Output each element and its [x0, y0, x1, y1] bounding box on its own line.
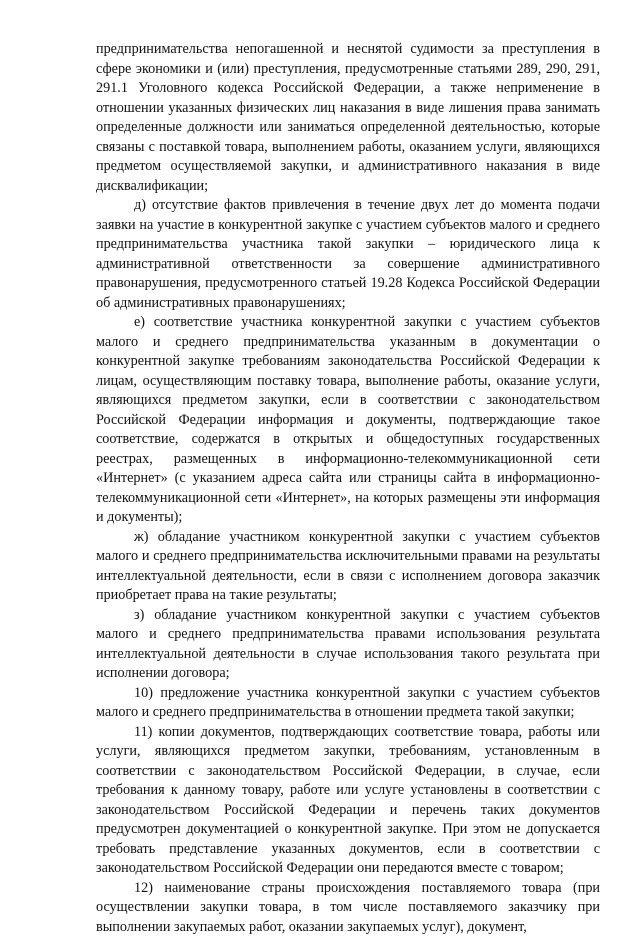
paragraph-item-e: е) соответствие участника конкурентной закупки с участием субъектов малого и среднего предпринимательства указанным в документации о конкурентной закупке требованиям законодательства Российской Федерации к лицам, осуществляющим поставку товара, выполнение работы, оказание услуги, являющихся предметом закупки, если в соответствии с законодательством Российской Федерации информация и документы, подтверждающие такое соответствие, содержатся в открытых и общедоступных государственных реестрах, размещенных в информационно-телекоммуникационной сети «Интернет» (с указанием адреса сайта или страницы сайта в информационно-телекоммуникационной сети «Интернет», на которых размещены эти информация и документы); — [96, 313, 600, 528]
paragraph-item-zh: ж) обладание участником конкурентной закупки с участием субъектов малого и среднего предпринимательства исключительными правами на результаты интеллектуальной деятельности, если в связи с исполнением договора заказчик приобретает права на такие результаты; — [96, 528, 600, 606]
paragraph-item-d: д) отсутствие фактов привлечения в течение двух лет до момента подачи заявки на участие в конкурентной закупке с участием субъектов малого и среднего предпринимательства участника такой закупки – юридического лица к административной ответственности за совершение административного правонарушения, предусмотренного статьей 19.28 Кодекса Российской Федерации об административных правонарушениях; — [96, 196, 600, 313]
paragraph-item-12: 12) наименование страны происхождения поставляемого товара (при осуществлении закупки товара, в том числе поставляемого заказчику при выполнении закупаемых работ, оказании закупаемых услуг), документ, — [96, 879, 600, 937]
paragraph-item-z: з) обладание участником конкурентной закупки с участием субъектов малого и среднего предпринимательства правами использования результата интеллектуальной деятельности в случае использования такого результата при исполнении договора; — [96, 606, 600, 684]
paragraph-continuation: предпринимательства непогашенной и неснятой судимости за преступления в сфере экономики и (или) преступления, предусмотренные статьями 289, 290, 291, 291.1 Уголовного кодекса Российской Федерации, а также неприменение в отношении указанных физических лиц наказания в виде лишения права занимать определенные должности или заниматься определенной деятельностью, которые связаны с поставкой товара, выполнением работы, оказанием услуги, являющихся предметом осуществляемой закупки, и административного наказания в виде дисквалификации; — [96, 40, 600, 196]
paragraph-item-11: 11) копии документов, подтверждающих соответствие товара, работы или услуги, являющихся предметом закупки, требованиям, установленным в соответствии с законодательством Российской Федерации, в случае, если требования к данному товару, работе или услуге установлены в соответствии с законодательством Российской Федерации и перечень таких документов предусмотрен документацией о конкурентной закупке. При этом не допускается требовать представление указанных документов, если в соответствии с законодательством Российской Федерации они передаются вместе с товаром; — [96, 723, 600, 879]
paragraph-item-10: 10) предложение участника конкурентной закупки с участием субъектов малого и среднего предпринимательства в отношении предмета такой закупки; — [96, 684, 600, 723]
document-body — [96, 40, 600, 937]
